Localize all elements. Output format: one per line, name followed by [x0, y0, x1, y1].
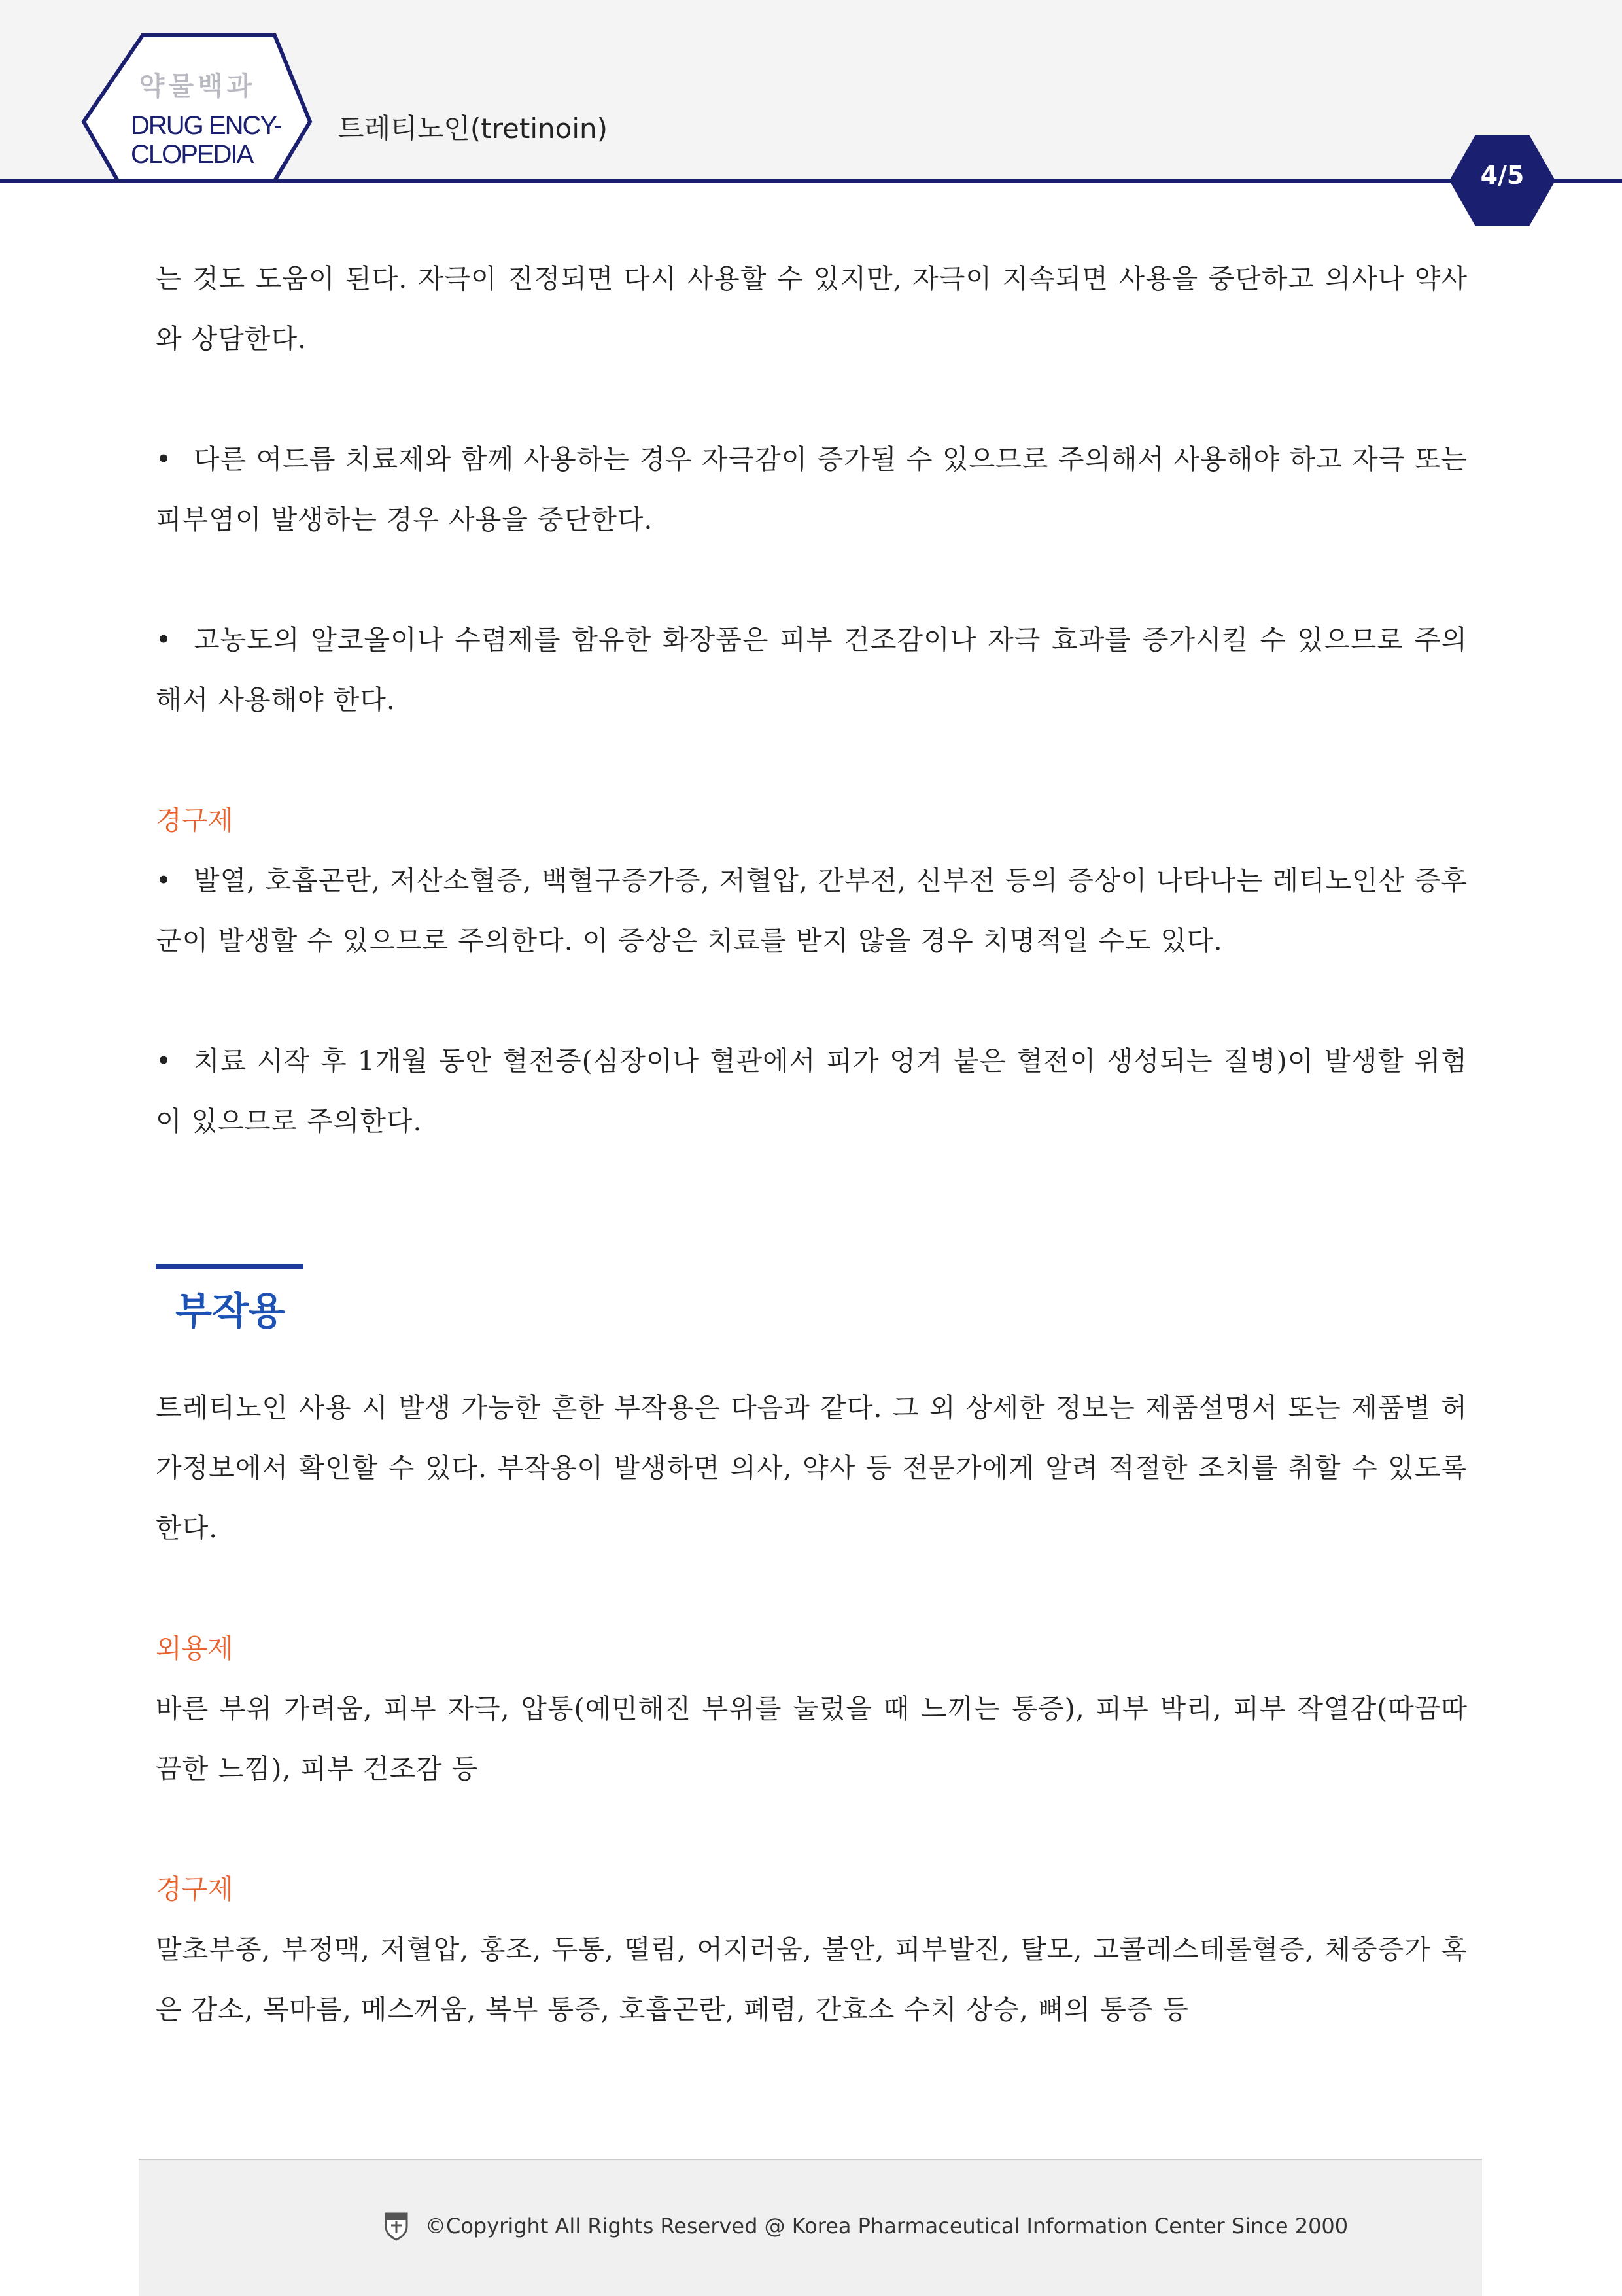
bullet-icon: • — [156, 624, 173, 655]
bullet-icon: • — [156, 444, 173, 475]
bullet-text: 치료 시작 후 1개월 동안 혈전증(심장이나 혈관에서 피가 엉겨 붙은 혈전이 생성되는 질병)이 발생할 위험이 있으므로 주의한다. — [156, 1045, 1468, 1137]
document-title: 트레티노인(tretinoin) — [337, 113, 608, 145]
list-item — [156, 850, 1468, 971]
bullet-text: 고농도의 알코올이나 수렴제를 함유한 화장품은 피부 건조감이나 자극 효과를 증가시킬 수 있으므로 주의해서 사용해야 한다. — [156, 624, 1468, 716]
oral-precautions-heading: 경구제 — [156, 805, 233, 836]
bullet-text: 다른 여드름 치료제와 함께 사용하는 경우 자극감이 증가될 수 있으므로 주의해서 사용해야 하고 자극 또는 피부염이 발생하는 경우 사용을 중단한다. — [156, 444, 1468, 535]
intro-paragraph: 는 것도 도움이 된다. 자극이 진정되면 다시 사용할 수 있지만, 자극이 지속되면 사용을 중단하고 의사나 약사와 상담한다. — [156, 263, 1468, 355]
logo-subtitle-line1: DRUG ENCY- — [131, 111, 281, 140]
topical-heading: 외용제 — [156, 1633, 233, 1664]
bullet-icon: • — [156, 865, 173, 896]
topical-side-effects: 바른 부위 가려움, 피부 자극, 압통(예민해진 부위를 눌렀을 때 느끼는 통증), 피부 박리, 피부 작열감(따끔따끔한 느낌), 피부 건조감 등 — [156, 1693, 1468, 1784]
logo-subtitle — [131, 111, 301, 169]
list-item — [156, 610, 1468, 730]
logo-subtitle-line2: CLOPEDIA — [131, 140, 253, 169]
copyright-text: ©Copyright All Rights Reserved @ Korea Pharmaceutical Information Center Since 2000 — [425, 2214, 1349, 2238]
bullet-text: 발열, 호흡곤란, 저산소혈증, 백혈구증가증, 저혈압, 간부전, 신부전 등의 증상이 나타나는 레티노인산 증후군이 발생할 수 있으므로 주의한다. 이 증상은 치료를 받지 않을 경우 치명적일 수도 있다. — [156, 865, 1468, 956]
side-effects-intro: 트레티노인 사용 시 발생 가능한 흔한 부작용은 다음과 같다. 그 외 상세한 정보는 제품설명서 또는 제품별 허가정보에서 확인할 수 있다. 부작용이 발생하면 의사, 약사 등 전문가에게 알려 적절한 조치를 취할 수 있도록 한다. — [156, 1392, 1468, 1544]
logo-title: 약물백과 — [139, 71, 256, 101]
bullet-icon: • — [156, 1045, 173, 1077]
oral-side-effects: 말초부종, 부정맥, 저혈압, 홍조, 두통, 떨림, 어지러움, 불안, 피부발진, 탈모, 고콜레스테롤혈증, 체중증가 혹은 감소, 목마름, 메스꺼움, 복부 통증, 호흡곤란, 폐렴, 간효소 수치 상승, 뼈의 통증 등 — [156, 1934, 1468, 2025]
page-number: 4/5 — [1480, 161, 1525, 190]
section-divider — [156, 1264, 303, 1269]
section-title-side-effects: 부작용 — [175, 1289, 286, 1333]
list-item — [156, 1031, 1468, 1151]
list-item — [156, 429, 1468, 549]
oral-heading: 경구제 — [156, 1873, 233, 1905]
main-content — [156, 249, 1468, 2040]
shield-icon — [383, 2211, 409, 2241]
